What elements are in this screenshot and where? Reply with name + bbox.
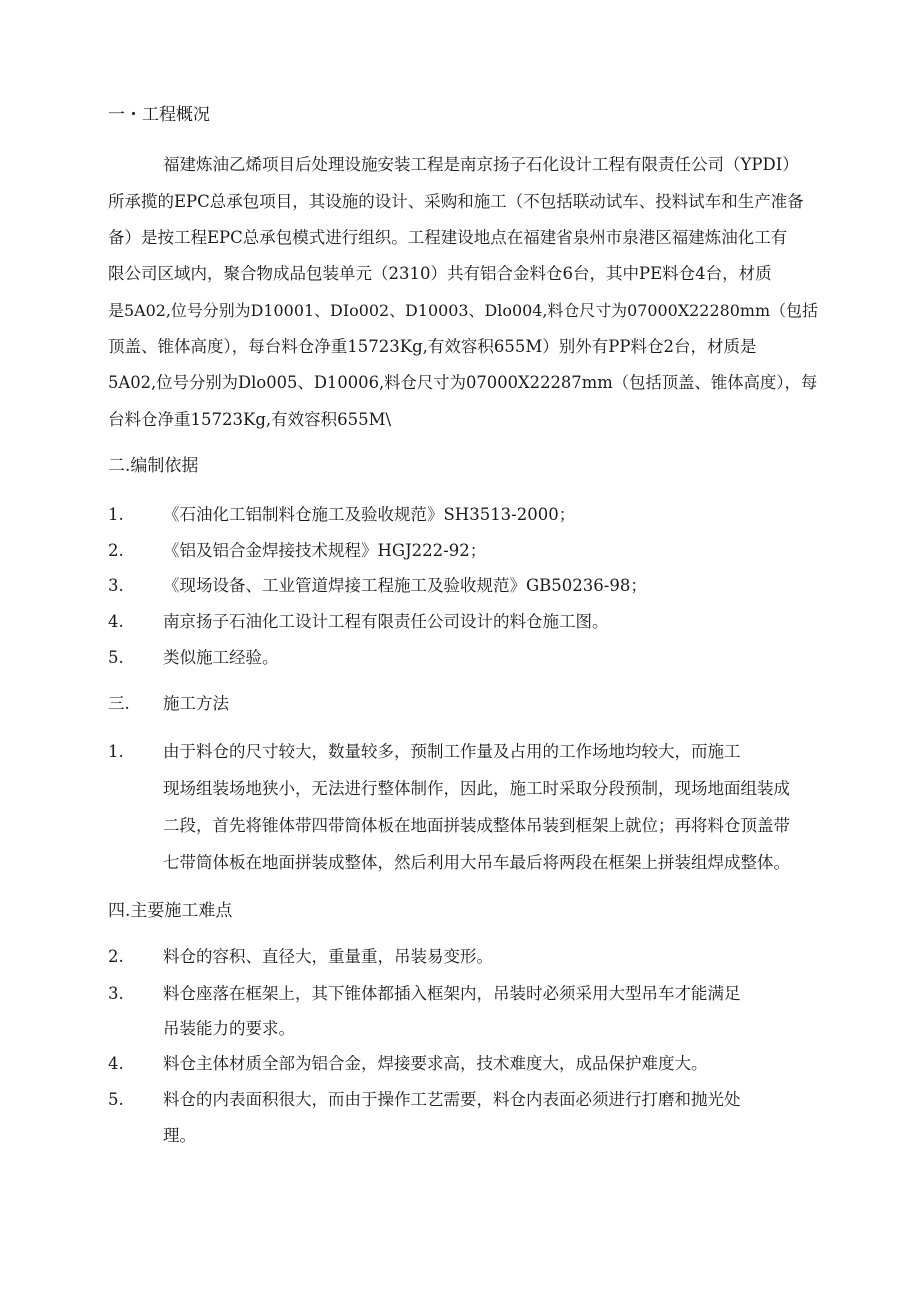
- list-number: 5.: [108, 1090, 124, 1109]
- section-number: 三.: [108, 694, 130, 713]
- paragraph-line: 所承揽的EPC总承包项目，其设施的设计、采购和施工（不包括联动试车、投料试车和生产准备: [108, 192, 804, 211]
- section-title: 施工方法: [163, 694, 229, 713]
- list-text-continuation: 七带筒体板在地面拼装成整体，然后利用大吊车最后将两段在框架上拼装组焊成整体。: [163, 853, 790, 872]
- list-text: 《石油化工铝制料仓施工及验收规范》SH3513-2000；: [163, 505, 576, 524]
- list-item: [108, 983, 818, 1005]
- list-number: 4.: [108, 612, 124, 631]
- paragraph-line: 顶盖、锥体高度），每台料仓净重15723Kg,有效容积655M）别外有PP料仓2台，材质是: [108, 337, 757, 356]
- paragraph-line: 福建炼油乙烯项目后处理设施安装工程是南京扬子石化设计工程有限责任公司（YPDI）: [163, 155, 799, 174]
- list-text: 料仓主体材质全部为铝合金，焊接要求高，技术难度大，成品保护难度大。: [163, 1054, 708, 1073]
- paragraph-line: 台料仓净重15723Kg,有效容积655M\: [108, 410, 392, 429]
- paragraph-line: 备）是按工程EPC总承包模式进行组织。工程建设地点在福建省泉州市泉港区福建炼油化工有: [108, 228, 788, 247]
- list-text-continuation: 二段，首先将锥体带四带筒体板在地面拼装成整体吊装到框架上就位；再将料仓顶盖带: [163, 816, 790, 835]
- list-number: 5.: [108, 648, 124, 667]
- list-item: [108, 504, 818, 526]
- list-item: [108, 946, 818, 968]
- list-text: 由于料仓的尺寸较大，数量较多，预制工作量及占用的工作场地均较大，而施工: [163, 742, 741, 761]
- list-text-continuation: 现场组装场地狭小，无法进行整体制作，因此，施工时采取分段预制，现场地面组装成: [163, 779, 790, 798]
- list-item: [108, 611, 818, 633]
- paragraph-line: 是5A02,位号分别为D10001、DIo002、D10003、Dlo004,料仓尺寸为07000X22280mm（包括: [108, 301, 818, 320]
- list-item: [108, 1089, 818, 1111]
- list-number: 4.: [108, 1054, 124, 1073]
- paragraph-line: 5A02,位号分别为Dlo005、D10006,料仓尺寸为07000X22287mm（包括顶盖、锥体高度），每: [108, 373, 818, 392]
- list-text: 《铝及铝合金焊接技术规程》HGJ222-92；: [163, 541, 487, 560]
- list-text: 料仓的内表面积很大，而由于操作工艺需要，料仓内表面必须进行打磨和抛光处: [163, 1090, 741, 1109]
- section-heading-overview: 一・工程概况: [108, 105, 210, 125]
- list-text: 《现场设备、工业管道焊接工程施工及验收规范》GB50236-98；: [163, 576, 647, 595]
- list-number: 2.: [108, 947, 124, 966]
- list-number: 2.: [108, 541, 124, 560]
- list-text: 类似施工经验。: [163, 648, 279, 667]
- list-item: [108, 575, 818, 597]
- paragraph-line: 限公司区域内，聚合物成品包装单元（2310）共有铝合金料仓6台，其中PE料仓4台，材质: [108, 264, 772, 283]
- list-item: [108, 1053, 818, 1075]
- list-number: 3.: [108, 576, 124, 595]
- list-number: 3.: [108, 984, 124, 1003]
- section-heading-difficulties: 四.主要施工难点: [108, 901, 233, 921]
- list-item: [108, 741, 818, 763]
- section-heading-basis: 二.编制依据: [108, 456, 199, 476]
- list-text-continuation: 吊装能力的要求。: [163, 1019, 295, 1038]
- list-text: 料仓的容积、直径大，重量重，吊装易变形。: [163, 947, 493, 966]
- list-item: [108, 647, 818, 669]
- list-number: 1.: [108, 505, 124, 524]
- section-heading-method: [108, 693, 818, 715]
- list-number: 1.: [108, 742, 124, 761]
- list-text-continuation: 理。: [163, 1126, 196, 1145]
- list-item: [108, 540, 818, 562]
- list-text: 南京扬子石油化工设计工程有限责任公司设计的料仓施工图。: [163, 612, 609, 631]
- list-text: 料仓座落在框架上，其下锥体都插入框架内，吊装时必须采用大型吊车才能满足: [163, 984, 741, 1003]
